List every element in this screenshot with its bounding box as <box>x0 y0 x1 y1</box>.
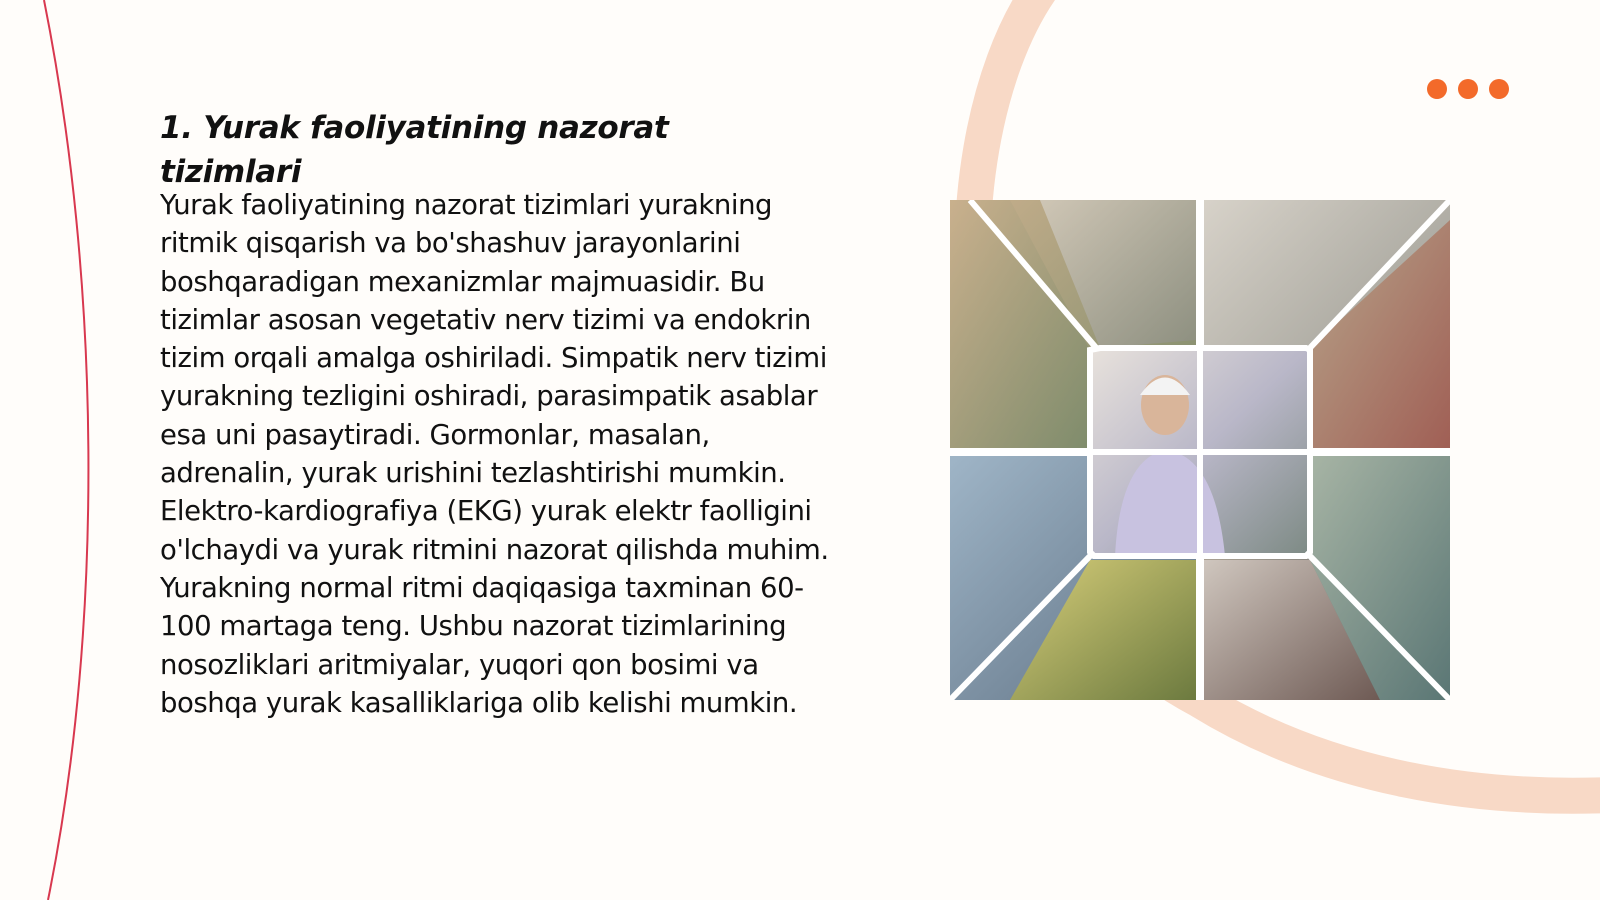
dot-2 <box>1458 79 1478 99</box>
slide-body-text: Yurak faoliyatining nazorat tizimlari yurakning ritmik qisqarish va bo'shashuv jarayonlarini boshqaradigan mexanizmlar majmuasidir. Bu tizimlar asosan vegetativ nerv tizimi va endokrin tizim orqali amalga oshiriladi. Simpatik nerv tizimi yurakning tezligini oshiradi, parasimpatik asablar esa uni pasaytiradi. Gormonlar, masalan, adrenalin, yurak urishini tezlashtirishi mumkin. Elektro-kardiografiya (EKG) yurak elektr faolligini o'lchaydi va yurak ritmini nazorat qilishda muhim. Yurakning normal ritmi daqiqasiga taxminan 60-100 martaga teng. Ushbu nazorat tizimlarining nosozliklari aritmiyalar, yuqori qon bosimi va boshqa yurak kasalliklariga olib kelishi mumkin. <box>160 189 829 719</box>
left-red-curve <box>44 0 88 900</box>
more-dots-icon[interactable] <box>1427 79 1509 99</box>
dot-1 <box>1427 79 1447 99</box>
slide-title: 1. Yurak faoliyatining nazorat tizimlari <box>160 110 669 190</box>
dot-3 <box>1489 79 1509 99</box>
photo-collage <box>950 200 1450 700</box>
